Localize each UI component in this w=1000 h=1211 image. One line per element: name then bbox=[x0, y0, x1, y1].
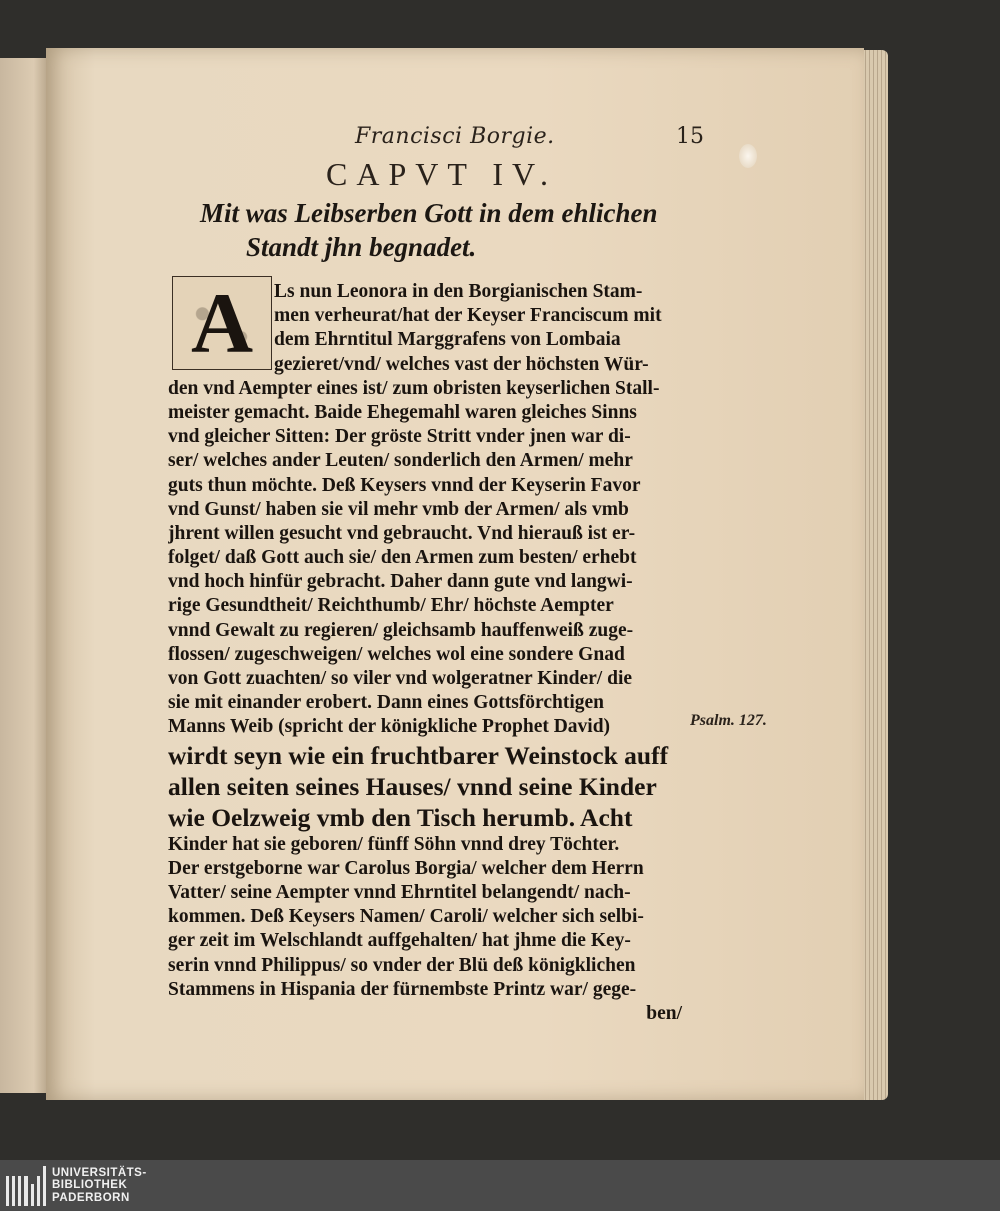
library-line-3: PADERBORN bbox=[52, 1191, 130, 1204]
body-line: Stammens in Hispania der fürnembste Printz war/ gege- bbox=[168, 978, 637, 1000]
body-line: dem Ehrntitul Marggrafens von Lombaia bbox=[274, 329, 621, 351]
margin-note: Psalm. 127. bbox=[690, 712, 767, 729]
body-line: vnd gleicher Sitten: Der gröste Stritt vnder jnen war di- bbox=[168, 426, 631, 448]
facing-page-edge bbox=[0, 58, 49, 1093]
body-line: Kinder hat sie geboren/ fünff Söhn vnnd drey Töchter. bbox=[168, 833, 620, 855]
chapter-heading bbox=[200, 196, 700, 264]
body-line: ser/ welches ander Leuten/ sonderlich den Armen/ mehr bbox=[168, 450, 633, 472]
body-line: von Gott zuachten/ so viler vnd wolgeratner Kinder/ die bbox=[168, 668, 633, 689]
body-line-large: wie Oelzweig vmb den Tisch herumb. Acht bbox=[168, 802, 633, 832]
body-line: Vatter/ seine Aempter vnnd Ehrntitel belangendt/ nach- bbox=[168, 881, 631, 903]
library-name bbox=[52, 1167, 147, 1205]
body-line: Ls nun Leonora in den Borgianischen Stam- bbox=[274, 281, 643, 302]
body-line: vnd hoch hinfür gebracht. Daher dann gute vnd langwi- bbox=[168, 571, 633, 593]
body-line: meister gemacht. Baide Ehegemahl waren gleiches Sinns bbox=[168, 401, 637, 423]
body-line: Der erstgeborne war Carolus Borgia/ welcher dem Herrn bbox=[168, 857, 644, 879]
library-line-1: UNIVERSITÄTS- bbox=[52, 1166, 147, 1179]
body-line: men verheurat/hat der Keyser Franciscum mit bbox=[274, 305, 662, 327]
page-number: 15 bbox=[676, 124, 704, 149]
body-line-large: wirdt seyn wie ein fruchtbarer Weinstock auff bbox=[168, 740, 669, 770]
body-line: folget/ daß Gott auch sie/ den Armen zum besten/ erhebt bbox=[168, 547, 637, 569]
body-line-large: allen seiten seines Hauses/ vnnd seine Kinder bbox=[168, 771, 657, 801]
catchword: ben/ bbox=[646, 1002, 682, 1024]
body-line: Manns Weib (spricht der königkliche Prophet David) bbox=[168, 716, 611, 738]
heading-line-1: Mit was Leibserben Gott in dem ehlichen bbox=[200, 198, 658, 228]
body-line: ger zeit im Welschlandt auffgehalten/ hat jhme die Key- bbox=[168, 930, 631, 952]
body-line: den vnd Aempter eines ist/ zum obristen keyserlichen Stall- bbox=[168, 377, 660, 399]
paper-blemish bbox=[739, 144, 757, 168]
body-line: vnnd Gewalt zu regieren/ gleichsamb hauffenweiß zuge- bbox=[168, 619, 634, 641]
body-line: sie mit einander erobert. Dann eines Gottsförchtigen bbox=[168, 692, 604, 714]
body-line: rige Gesundtheit/ Reichthumb/ Ehr/ höchste Aempter bbox=[168, 595, 614, 617]
library-line-2: BIBLIOTHEK bbox=[52, 1179, 128, 1192]
body-line: guts thun möchte. Deß Keysers vnnd der Keyserin Favor bbox=[168, 474, 641, 496]
heading-line-2: Standt jhn begnadet. bbox=[246, 232, 477, 262]
body-line: flossen/ zugeschweigen/ welches wol eine sondere Gnad bbox=[168, 643, 625, 665]
running-head: Francisci Borgie. bbox=[355, 124, 555, 149]
library-footer bbox=[0, 1160, 1000, 1211]
body-line: jhrent willen gesucht vnd gebraucht. Vnd hierauß ist er- bbox=[168, 522, 636, 544]
body-line: vnd Gunst/ haben sie vil mehr vmb der Armen/ als vmb bbox=[168, 498, 629, 520]
body-line: kommen. Deß Keysers Namen/ Caroli/ welcher sich selbi- bbox=[168, 906, 644, 928]
library-logo-icon bbox=[6, 1166, 46, 1206]
body-line: serin vnnd Philippus/ so vnder der Blü deß königklichen bbox=[168, 954, 636, 976]
initial-letter: A bbox=[190, 275, 254, 371]
body-text bbox=[168, 275, 690, 1026]
chapter-title: CAPVT IV. bbox=[326, 156, 557, 192]
body-line: gezieret/vnd/ welches vast der höchsten Wür- bbox=[274, 353, 649, 375]
